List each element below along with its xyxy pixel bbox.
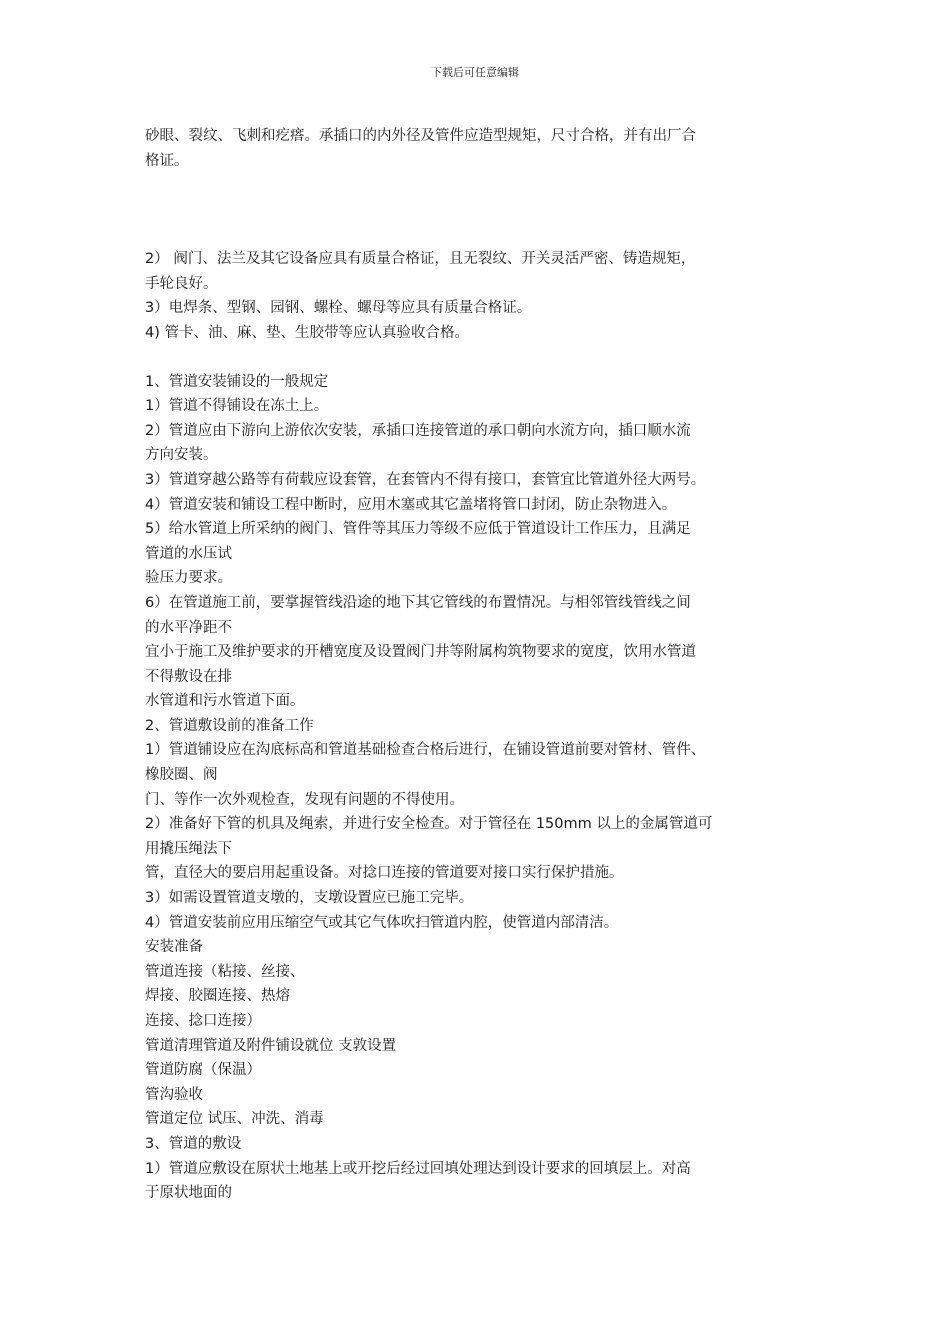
flow-step: 连接、捻口连接） xyxy=(145,1013,261,1029)
paragraph-line: 4）管道安装和铺设工程中断时，应用木塞或其它盖堵将管口封闭，防止杂物进入。 xyxy=(145,496,677,513)
paragraph-line: 水管道和污水管道下面。 xyxy=(145,693,305,710)
paragraph-line: 6）在管道施工前，要掌握管线沿途的地下其它管线的布置情况。与相邻管线管线之间 xyxy=(145,594,691,611)
paragraph-line: 2）准备好下管的机具及绳索，并进行安全检查。对于管径在 150mm 以上的金属管道可 xyxy=(145,816,713,833)
paragraph-line: 3）管道穿越公路等有荷载应设套管，在套管内不得有接口，套管宜比管道外径大两号。 xyxy=(145,471,706,488)
document-body xyxy=(145,124,805,1206)
paragraph-line: 2） 阀门、法兰及其它设备应具有质量合格证，且无裂纹、开关灵活严密、铸造规矩， xyxy=(145,251,696,268)
section-heading: 1、管道安装铺设的一般规定 xyxy=(145,373,329,390)
paragraph-line: 的水平净距不 xyxy=(145,619,232,636)
paragraph-line: 1）管道应敷设在原状土地基上或开挖后经过回填处理达到设计要求的回填层上。对高 xyxy=(145,1160,691,1177)
paragraph-line: 手轮良好。 xyxy=(145,275,218,292)
paragraph-line: 不得敷设在排 xyxy=(145,668,232,685)
flow-step: 管道清理管道及附件铺设就位 支敦设置 xyxy=(145,1037,397,1054)
paragraph-line: 管，直径大的要启用起重设备。对捻口连接的管道要对接口实行保护措施。 xyxy=(145,865,624,882)
paragraph-line: 3）如需设置管道支墩的，支墩设置应已施工完毕。 xyxy=(145,890,474,907)
paragraph-line: 2）管道应由下游向上游依次安装，承插口连接管道的承口朝向水流方向，插口顺水流 xyxy=(145,422,691,439)
paragraph-line: 1）管道不得铺设在冻土上。 xyxy=(145,398,329,415)
paragraph-line: 4）管道安装前应用压缩空气或其它气体吹扫管道内腔，使管道内部清洁。 xyxy=(145,914,619,931)
paragraph-line: 方向安装。 xyxy=(145,447,218,464)
paragraph-line: 格证。 xyxy=(145,152,189,169)
flow-step: 管道连接（粘接、丝接、 xyxy=(145,963,305,980)
paragraph-line: 橡胶圈、阀 xyxy=(145,767,218,784)
paragraph-line: 管道的水压试 xyxy=(145,545,232,562)
section-heading: 2、管道敷设前的准备工作 xyxy=(145,717,314,734)
paragraph-line: 宜小于施工及维护要求的开槽宽度及设置阀门井等附属构筑物要求的宽度，饮用水管道 xyxy=(145,644,696,661)
flow-step: 管道防腐（保温） xyxy=(145,1062,261,1079)
paragraph-line: 3）电焊条、型钢、园钢、螺栓、螺母等应具有质量合格证。 xyxy=(145,300,532,317)
flow-step: 安装准备 xyxy=(145,939,203,956)
paragraph-line: 于原状地面的 xyxy=(145,1185,232,1202)
paragraph-line: 5）给水管道上所采纳的阀门、管件等其压力等级不应低于管道设计工作压力，且满足 xyxy=(145,521,691,538)
flow-step: 管道定位 试压、冲洗、消毒 xyxy=(145,1111,324,1128)
paragraph-line: 门、等作一次外观检查，发现有问题的不得使用。 xyxy=(145,791,464,808)
page-header: 下载后可任意编辑 xyxy=(431,66,519,79)
section-heading: 3、管道的敷设 xyxy=(145,1135,242,1152)
flow-step: 焊接、胶圈连接、热熔 xyxy=(145,988,290,1005)
paragraph-line: 4) 管卡、油、麻、垫、生胶带等应认真验收合格。 xyxy=(145,324,469,341)
paragraph-line: 验压力要求。 xyxy=(145,570,232,587)
paragraph-line: 1）管道铺设应在沟底标高和管道基础检查合格后进行，在铺设管道前要对管材、管件、 xyxy=(145,742,706,759)
paragraph-line: 砂眼、裂纹、飞刺和疙瘩。承插口的内外径及管件应造型规矩，尺寸合格，并有出厂合 xyxy=(145,128,696,144)
flow-step: 管沟验收 xyxy=(145,1086,203,1103)
paragraph-line: 用撬压绳法下 xyxy=(145,840,232,857)
